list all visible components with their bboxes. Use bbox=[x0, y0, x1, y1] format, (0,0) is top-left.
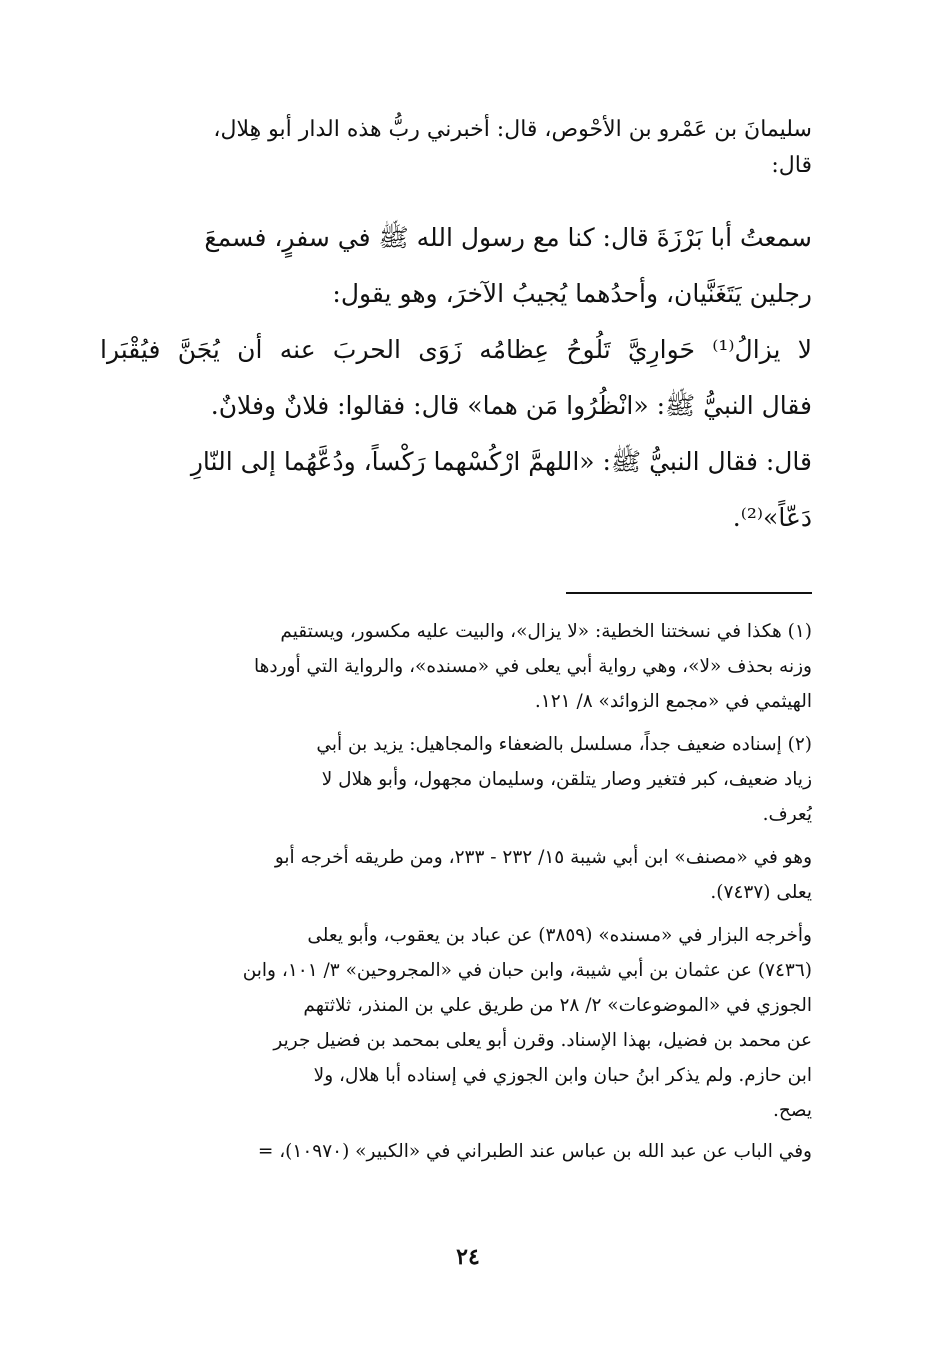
footnote-2-continuation bbox=[100, 840, 812, 910]
text-line: دَعّاً»⁽²⁾. bbox=[732, 503, 812, 532]
footnote-2-continuation bbox=[100, 1134, 812, 1169]
hadith-text bbox=[100, 210, 812, 546]
text-line: سمعتُ أبا بَرْزَةَ قال: كنا مع رسول الله ﷺ في سفرٍ، فسمعَ bbox=[204, 223, 812, 252]
footnote-line: زياد ضعيف، كبر فتغير وصار يتلقن، وسليمان مجهول، وأبو هلال لا bbox=[321, 769, 812, 790]
footnote-line: الهيثمي في «مجمع الزوائد» ٨/ ١٢١. bbox=[534, 691, 812, 712]
footnote-1 bbox=[100, 614, 812, 719]
footnote-line: الجوزي في «الموضوعات» ٢/ ٢٨ من طريق علي بن المنذر، ثلاثتهم bbox=[303, 995, 812, 1016]
text-line: فقال النبيُّ ﷺ: «انْظُرُوا مَن هما» قال: فقالوا: فلانٌ وفلانٌ. bbox=[210, 391, 812, 420]
footnote-line: (٧٤٣٦) عن عثمان بن أبي شيبة، وابن حبان في «المجروحين» ٣/ ١٠١، وابن bbox=[242, 960, 812, 981]
poetry-verse: لا يزالُ⁽¹⁾ حَوارِيَّ تَلُوحُ عِظامُه زَوَى الحربَ عنه أن يُجَنَّ فيُقْبَرا bbox=[100, 335, 812, 364]
footnote-line: ابن حازم. ولم يذكر ابنُ حبان وابن الجوزي في إسناده أبا هلال، ولا bbox=[313, 1065, 812, 1086]
footnotes bbox=[100, 614, 812, 1177]
footnote-line: وأخرجه البزار في «مسنده» (٣٨٥٩) عن عباد بن يعقوب، وأبو يعلى bbox=[307, 925, 812, 946]
footnote-line: (٢) إسناده ضعيف جداً، مسلسل بالضعفاء والمجاهيل: يزيد بن أبي bbox=[316, 734, 812, 755]
footnote-line: وزنه بحذف «لا»، وهي رواية أبي يعلى في «مسنده»، والرواية التي أوردها bbox=[253, 656, 812, 677]
footnote-line: وفي الباب عن عبد الله بن عباس عند الطبراني في «الكبير» (١٠٩٧٠)، = bbox=[257, 1141, 812, 1162]
text-line: قال: bbox=[771, 153, 812, 178]
footnote-separator bbox=[566, 592, 812, 594]
intro-paragraph bbox=[100, 112, 812, 184]
text-line: قال: فقال النبيُّ ﷺ: «اللهمَّ ارْكُسْهما رَكْساً، ودُعَّهُما إلى النّارِ bbox=[190, 447, 812, 476]
page-number: ٢٤ bbox=[456, 1244, 480, 1270]
footnote-2 bbox=[100, 727, 812, 832]
footnote-line: وهو في «مصنف» ابن أبي شيبة ١٥/ ٢٣٢ - ٢٣٣، ومن طريقه أخرجه أبو bbox=[274, 847, 812, 868]
text-line: سليمانَ بن عَمْرو بن الأحْوص، قال: أخبرني ربُّ هذه الدار أبو هِلال، bbox=[213, 117, 812, 142]
footnote-line: عن محمد بن فضيل، بهذا الإسناد. وقرن أبو يعلى بمحمد بن فضيل جرير bbox=[273, 1030, 812, 1051]
footnote-line: يعلى (٧٤٣٧). bbox=[710, 882, 812, 903]
footnote-2-continuation bbox=[100, 918, 812, 1128]
footnote-line: يصح. bbox=[772, 1100, 812, 1121]
footnote-line: (١) هكذا في نسختنا الخطية: «لا يزال»، والبيت عليه مكسور، ويستقيم bbox=[280, 621, 812, 642]
footnote-line: يُعرف. bbox=[762, 804, 812, 825]
text-line: رجلين يَتَغَنَّيان، وأحدُهما يُجيبُ الآخرَ، وهو يقول: bbox=[332, 279, 812, 308]
